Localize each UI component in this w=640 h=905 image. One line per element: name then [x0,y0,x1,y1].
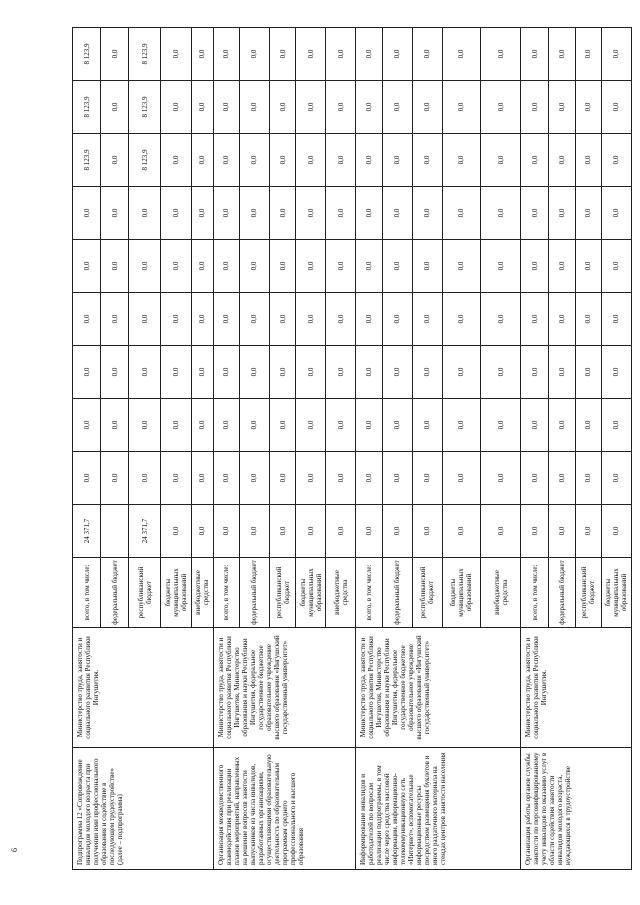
amount-cell: 0,0 [575,505,601,558]
amount-cell: 0,0 [412,28,442,81]
amount-cell: 0,0 [191,187,213,240]
amount-cell: 0,0 [382,346,412,399]
amount-cell: 24 371,7 [129,505,161,558]
amount-cell: 0,0 [549,399,575,452]
amount-cell: 0,0 [601,399,631,452]
amount-cell: 0,0 [521,240,549,293]
amount-cell: 0,0 [213,187,239,240]
amount-cell: 0,0 [161,134,191,187]
amount-cell: 0,0 [412,346,442,399]
amount-cell: 0,0 [101,81,129,134]
amount-cell: 0,0 [191,240,213,293]
amount-cell: 0,0 [270,452,296,505]
amount-cell: 24 371,7 [73,505,101,558]
responsible-executor: Министерство труда, занятости и социального развития Республики Ингушетия, Министерство образования и науки Республики Ингушетия, федеральное государственное бюджетное образовательное учреждение высшего образования «Ингушский государственный университет» [213,628,356,748]
amount-cell: 0,0 [101,28,129,81]
amount-cell: 0,0 [129,293,161,346]
amount-cell: 0,0 [442,240,480,293]
responsible-executor: Министерство труда, занятости и социального развития Республики Ингушетия, Министерство образования и науки Республики Ингушетия, федеральное государственное бюджетное образовательное учреждение высшего образования «Ингушский государственный университет» [356,628,521,748]
amount-cell: 0,0 [161,399,191,452]
amount-cell: 0,0 [481,346,521,399]
amount-cell: 0,0 [326,452,356,505]
amount-cell: 0,0 [161,187,191,240]
amount-cell: 0,0 [521,134,549,187]
amount-cell: 0,0 [326,187,356,240]
page-number: 6 [10,848,19,852]
amount-cell: 0,0 [326,134,356,187]
amount-cell: 0,0 [296,81,326,134]
amount-cell [101,505,129,558]
amount-cell: 0,0 [412,505,442,558]
amount-cell: 0,0 [239,240,269,293]
funding-source: бюджеты муниципальных образований [161,558,191,628]
funding-source: федеральный бюджет [549,558,575,628]
table-row [213,28,239,870]
amount-cell: 0,0 [575,187,601,240]
amount-cell: 0,0 [442,187,480,240]
funding-source: внебюджетные средства [191,558,213,628]
amount-cell: 0,0 [549,240,575,293]
amount-cell: 0,0 [101,452,129,505]
amount-cell: 0,0 [356,293,382,346]
amount-cell: 0,0 [239,505,269,558]
amount-cell: 0,0 [270,240,296,293]
amount-cell: 0,0 [549,134,575,187]
amount-cell: 0,0 [129,187,161,240]
amount-cell: 0,0 [601,240,631,293]
amount-cell: 0,0 [412,240,442,293]
amount-cell: 8 123,9 [129,28,161,81]
amount-cell: 0,0 [382,28,412,81]
amount-cell: 0,0 [270,187,296,240]
amount-cell: 0,0 [326,505,356,558]
amount-cell: 0,0 [296,240,326,293]
amount-cell: 0,0 [326,240,356,293]
amount-cell: 0,0 [575,346,601,399]
amount-cell: 0,0 [481,28,521,81]
amount-cell: 0,0 [481,240,521,293]
amount-cell: 0,0 [129,399,161,452]
amount-cell: 0,0 [191,28,213,81]
amount-cell: 0,0 [356,399,382,452]
amount-cell: 0,0 [101,187,129,240]
amount-cell: 0,0 [442,346,480,399]
amount-cell: 0,0 [101,240,129,293]
amount-cell: 0,0 [296,187,326,240]
amount-cell: 0,0 [296,346,326,399]
funding-source: всего, в том числе: [213,558,239,628]
amount-cell: 0,0 [521,505,549,558]
amount-cell: 0,0 [191,134,213,187]
amount-cell: 0,0 [481,399,521,452]
amount-cell: 0,0 [382,505,412,558]
amount-cell: 0,0 [161,81,191,134]
amount-cell: 0,0 [382,81,412,134]
amount-cell: 0,0 [73,293,101,346]
amount-cell: 8 123,9 [73,28,101,81]
amount-cell: 0,0 [521,346,549,399]
amount-cell: 0,0 [412,452,442,505]
amount-cell: 0,0 [73,399,101,452]
amount-cell: 0,0 [270,28,296,81]
amount-cell: 0,0 [481,187,521,240]
amount-cell: 0,0 [213,240,239,293]
amount-cell: 0,0 [412,134,442,187]
amount-cell: 0,0 [239,28,269,81]
activity-description: Информирование инвалидов и работодателей по вопросам реализации подпрограммы, в том числе через средства массовой информации, информационно-телекоммуникационную сеть «Интернет», вспомогательные информационные ресурсы посредством размещения буклетов и иного раздаточного материала на стендах центров занятости населения [356,748,521,870]
amount-cell: 0,0 [73,187,101,240]
amount-cell: 0,0 [213,134,239,187]
amount-cell: 0,0 [296,399,326,452]
amount-cell: 0,0 [601,134,631,187]
amount-cell: 0,0 [575,293,601,346]
table-row [521,28,549,870]
amount-cell: 0,0 [101,134,129,187]
amount-cell: 0,0 [326,28,356,81]
amount-cell: 0,0 [549,187,575,240]
amount-cell: 0,0 [270,293,296,346]
amount-cell: 0,0 [270,505,296,558]
amount-cell: 0,0 [356,240,382,293]
amount-cell: 0,0 [296,134,326,187]
funding-source: республиканский бюджет [412,558,442,628]
amount-cell: 0,0 [326,81,356,134]
amount-cell: 0,0 [161,452,191,505]
amount-cell: 0,0 [442,399,480,452]
funding-source: федеральный бюджет [382,558,412,628]
amount-cell: 0,0 [191,399,213,452]
amount-cell: 0,0 [129,346,161,399]
amount-cell: 0,0 [601,346,631,399]
amount-cell: 0,0 [521,187,549,240]
amount-cell: 0,0 [521,293,549,346]
amount-cell: 0,0 [161,346,191,399]
rotated-page [72,30,632,870]
funding-source: внебюджетные средства [326,558,356,628]
amount-cell: 0,0 [549,452,575,505]
amount-cell: 0,0 [356,187,382,240]
responsible-executor: Министерство труда, занятости и социального развития Республики Ингушетия. [73,628,214,748]
amount-cell: 0,0 [213,399,239,452]
amount-cell: 0,0 [161,505,191,558]
amount-cell: 0,0 [601,187,631,240]
amount-cell: 0,0 [101,293,129,346]
amount-cell: 0,0 [213,452,239,505]
amount-cell: 0,0 [296,293,326,346]
table-row [356,28,382,870]
amount-cell: 0,0 [442,505,480,558]
responsible-executor: Министерство труда, занятости и социального развития Республики Ингушетия. [521,628,632,748]
amount-cell: 0,0 [412,187,442,240]
activity-description: Организация работы органов службы занятости по персонифицированному учету инвалидов по оказанию услуг в области содействия занятости инвалидов молодого возраста, нуждающихся в трудоустройстве [521,748,632,870]
amount-cell: 0,0 [601,293,631,346]
amount-cell: 0,0 [442,28,480,81]
amount-cell: 0,0 [239,293,269,346]
amount-cell: 0,0 [481,505,521,558]
amount-cell: 0,0 [382,134,412,187]
amount-cell: 8 123,9 [129,81,161,134]
amount-cell: 0,0 [73,452,101,505]
amount-cell: 0,0 [601,505,631,558]
amount-cell: 0,0 [575,28,601,81]
amount-cell: 0,0 [213,346,239,399]
funding-source: бюджеты муниципальных образований [296,558,326,628]
amount-cell: 0,0 [191,505,213,558]
amount-cell: 0,0 [73,346,101,399]
funding-source: федеральный бюджет [239,558,269,628]
amount-cell: 0,0 [270,399,296,452]
amount-cell: 0,0 [270,81,296,134]
amount-cell: 0,0 [356,81,382,134]
amount-cell: 0,0 [239,81,269,134]
funding-source: федеральный бюджет [101,558,129,628]
amount-cell: 0,0 [382,293,412,346]
amount-cell: 0,0 [326,346,356,399]
amount-cell: 0,0 [213,505,239,558]
amount-cell: 0,0 [575,399,601,452]
amount-cell: 0,0 [191,81,213,134]
amount-cell: 0,0 [575,81,601,134]
activity-description: Организация межведомственного взаимодействия при реализации планов мероприятий, направленных на решение вопросов занятости выпускников из числа инвалидов, разработанных организациями, осуществляющими образовательную деятельность по образовательным программам среднего профессионального и высшего образования [213,748,356,870]
amount-cell: 0,0 [442,134,480,187]
amount-cell: 0,0 [356,452,382,505]
amount-cell: 0,0 [442,81,480,134]
amount-cell: 8 123,9 [129,134,161,187]
amount-cell: 0,0 [239,187,269,240]
amount-cell: 0,0 [549,505,575,558]
amount-cell: 0,0 [549,28,575,81]
amount-cell: 0,0 [549,81,575,134]
amount-cell: 0,0 [129,240,161,293]
amount-cell: 0,0 [296,452,326,505]
amount-cell: 0,0 [73,240,101,293]
amount-cell: 0,0 [191,346,213,399]
amount-cell: 8 123,9 [73,81,101,134]
activity-description: Подпрограмма 12 «Сопровождение инвалидов молодого возраста при получении ими профессионального образования и содействие в последующем трудоустройстве» (далее – подпрограмма) [73,748,214,870]
amount-cell: 0,0 [129,452,161,505]
amount-cell: 0,0 [326,399,356,452]
funding-source: республиканский бюджет [270,558,296,628]
amount-cell: 0,0 [213,293,239,346]
amount-cell: 0,0 [442,452,480,505]
amount-cell: 0,0 [481,134,521,187]
amount-cell: 0,0 [213,81,239,134]
amount-cell: 0,0 [481,293,521,346]
amount-cell: 0,0 [101,399,129,452]
amount-cell: 0,0 [239,134,269,187]
amount-cell: 0,0 [481,81,521,134]
amount-cell: 0,0 [575,452,601,505]
amount-cell: 0,0 [356,505,382,558]
table-row [73,28,101,870]
table-body [73,28,632,870]
budget-table [72,27,632,870]
amount-cell: 0,0 [382,452,412,505]
funding-source: внебюджетные средства [481,558,521,628]
amount-cell: 0,0 [521,28,549,81]
amount-cell: 0,0 [296,28,326,81]
amount-cell: 0,0 [601,452,631,505]
funding-source: бюджеты муниципальных образований [442,558,480,628]
amount-cell: 0,0 [326,293,356,346]
amount-cell: 0,0 [356,346,382,399]
amount-cell: 0,0 [412,399,442,452]
funding-source: бюджеты муниципальных образований [601,558,631,628]
amount-cell: 0,0 [601,28,631,81]
amount-cell: 0,0 [521,81,549,134]
amount-cell: 0,0 [161,293,191,346]
amount-cell: 0,0 [296,505,326,558]
amount-cell: 0,0 [356,134,382,187]
amount-cell: 0,0 [549,346,575,399]
amount-cell: 0,0 [575,240,601,293]
amount-cell: 0,0 [382,399,412,452]
funding-source: всего, в том числе: [356,558,382,628]
amount-cell: 0,0 [191,293,213,346]
funding-source: всего, в том числе: [521,558,549,628]
amount-cell: 0,0 [549,293,575,346]
amount-cell: 0,0 [575,134,601,187]
amount-cell: 0,0 [521,399,549,452]
amount-cell: 0,0 [521,452,549,505]
amount-cell: 0,0 [442,293,480,346]
amount-cell: 0,0 [239,399,269,452]
amount-cell: 0,0 [481,452,521,505]
amount-cell: 0,0 [412,81,442,134]
funding-source: всего, в том числе: [73,558,101,628]
amount-cell: 8 123,9 [73,134,101,187]
amount-cell: 0,0 [382,240,412,293]
funding-source: республиканский бюджет [129,558,161,628]
amount-cell: 0,0 [191,452,213,505]
amount-cell: 0,0 [213,28,239,81]
amount-cell: 0,0 [101,346,129,399]
amount-cell: 0,0 [356,28,382,81]
amount-cell: 0,0 [161,28,191,81]
amount-cell: 0,0 [270,134,296,187]
amount-cell: 0,0 [161,240,191,293]
amount-cell: 0,0 [412,293,442,346]
amount-cell: 0,0 [270,346,296,399]
amount-cell: 0,0 [239,452,269,505]
funding-source: республиканский бюджет [575,558,601,628]
amount-cell: 0,0 [382,187,412,240]
amount-cell: 0,0 [601,81,631,134]
amount-cell: 0,0 [239,346,269,399]
